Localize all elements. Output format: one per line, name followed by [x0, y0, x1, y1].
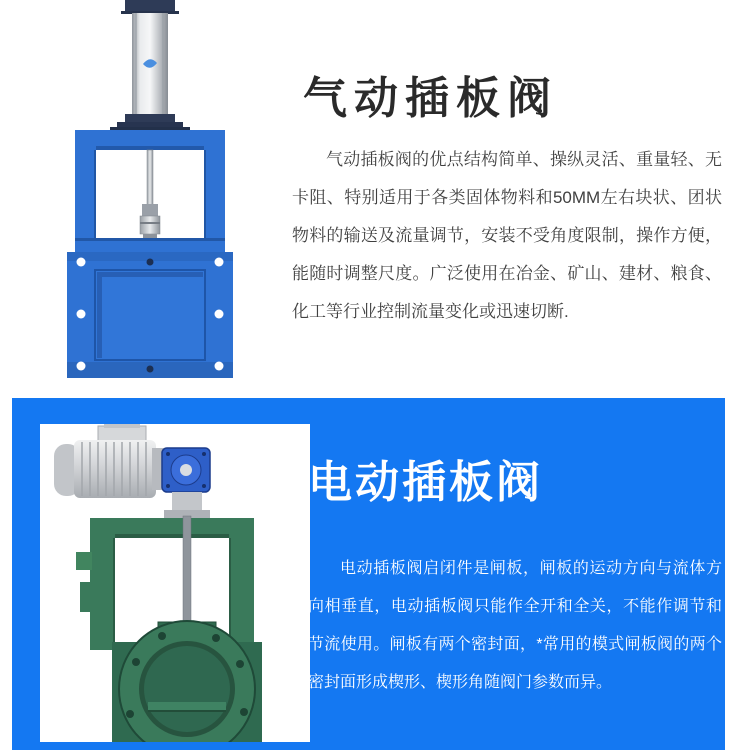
gearbox: [162, 448, 210, 518]
electric-section-title: 电动插板阀: [308, 458, 543, 507]
electric-motor: [54, 424, 164, 498]
pneumatic-section-description: 气动插板阀的优点结构简单、操纵灵活、重量轻、无卡阻、特别适用于各类固体物料和50MM左右块状、团状物料的输送及流量调节，安装不受角度限制，操作方便，能随时调整尺度。广泛使用在冶金、矿山、建材、粮食、化工等行业控制流量变化或迅速切断.: [292, 150, 722, 321]
valve-body: [67, 238, 233, 378]
pneumatic-section-title: 气动插板阀: [303, 74, 558, 123]
electric-valve-image: [40, 424, 310, 742]
piston-rod: [140, 150, 160, 240]
electric-section-panel: [12, 398, 725, 750]
pneumatic-cylinder: [110, 0, 190, 131]
electric-section-description: 电动插板阀启闭件是闸板，闸板的运动方向与流体方向相垂直，电动插板阀只能作全开和全关，不能作调节和节流使用。闸板有两个密封面，*常用的模式闸板阀的两个密封面形成楔形、楔形角随阀门参数而异。: [308, 560, 722, 691]
pneumatic-valve-image: [55, 0, 275, 383]
